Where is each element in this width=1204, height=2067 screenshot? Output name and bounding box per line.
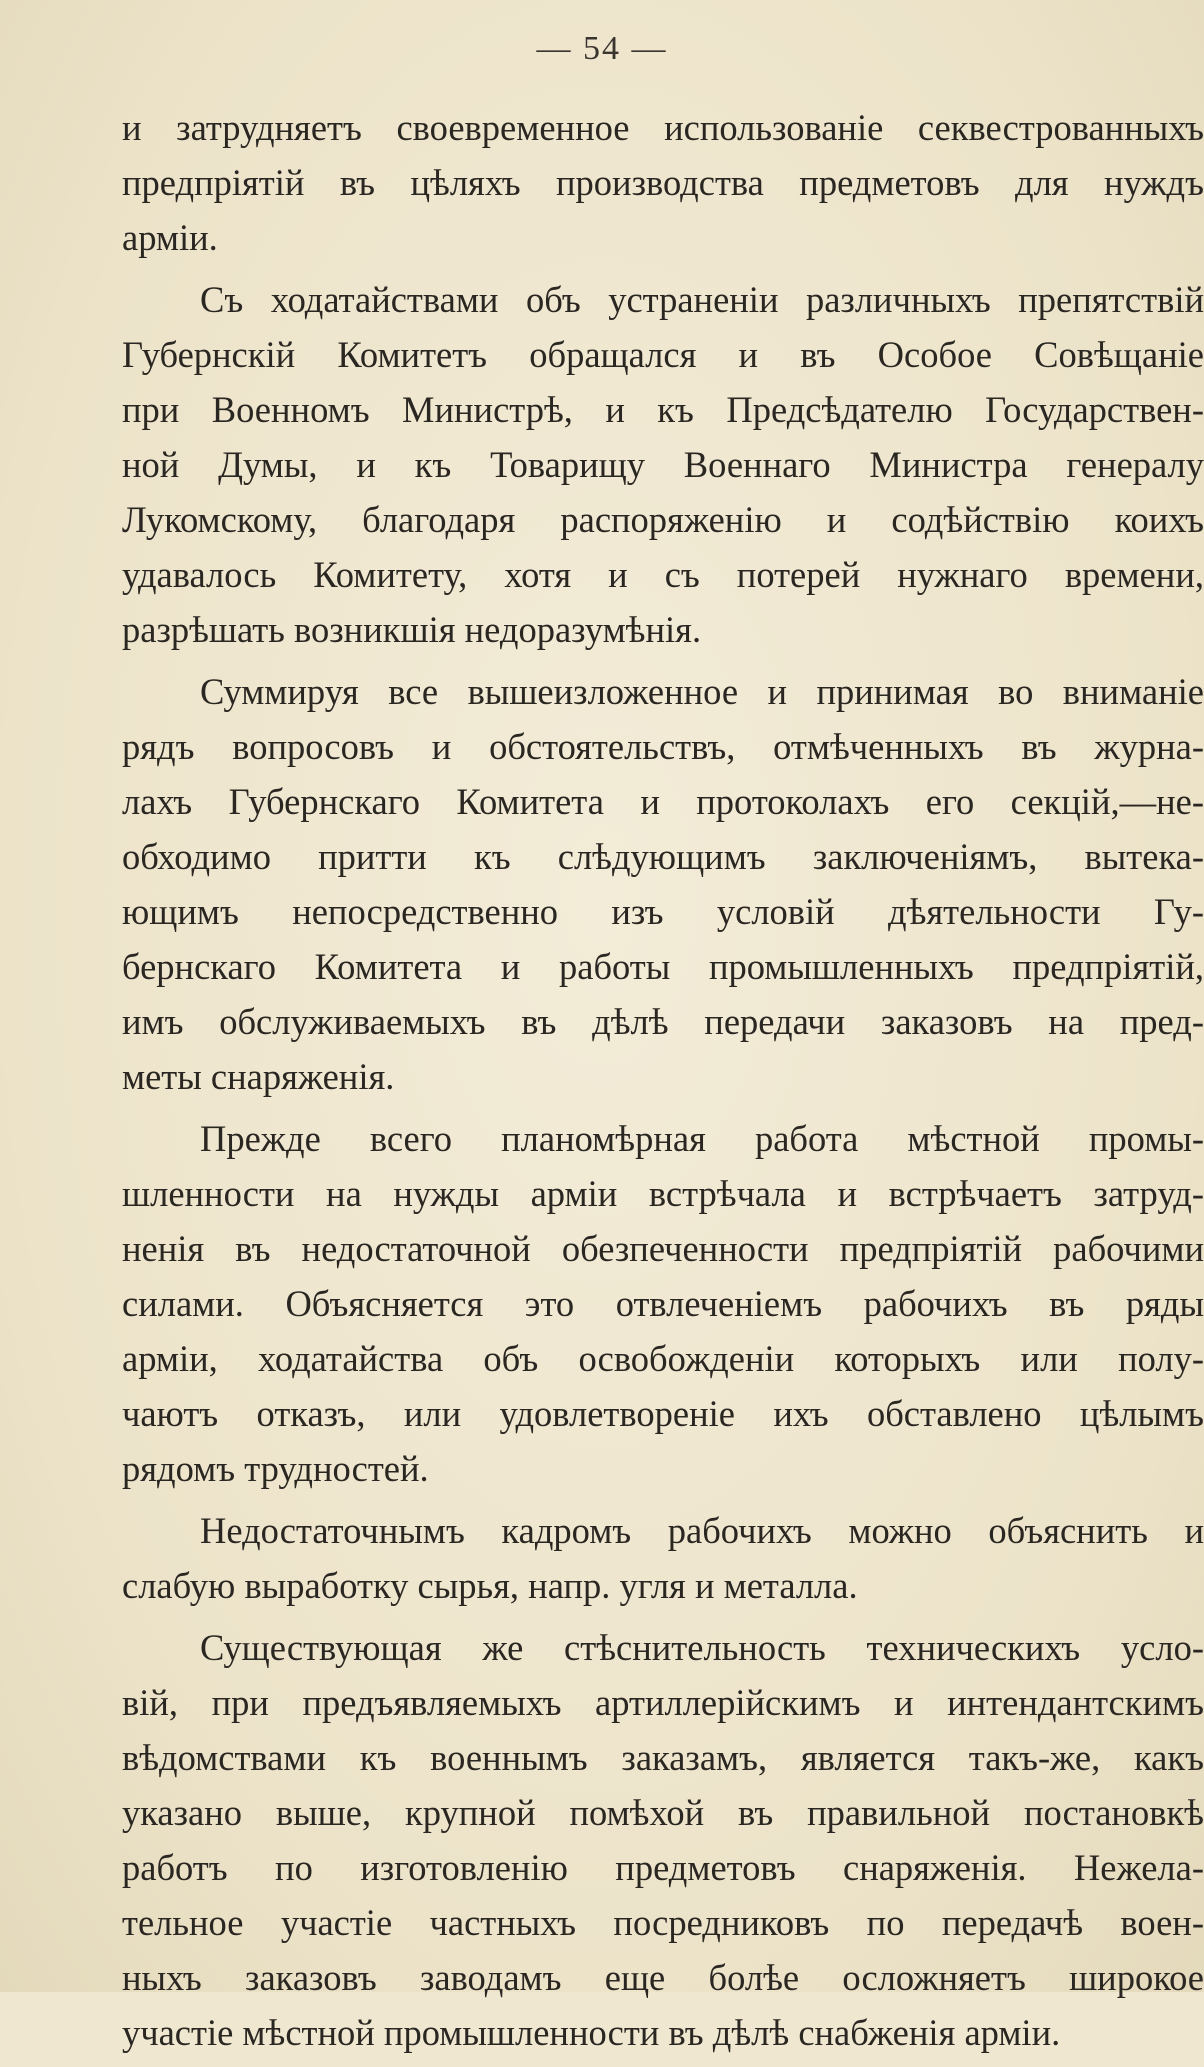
text-line: удавалось Комитету, хотя и съ потерей нужнаго времени, [122, 554, 1204, 595]
paragraph [122, 100, 1204, 265]
text-line: Существующая же стѣснительность техническихъ усло- [200, 1627, 1204, 1668]
text-line: арміи. [122, 217, 218, 258]
text-line: силами. Объясняется это отвлеченіемъ рабочихъ въ ряды [122, 1283, 1204, 1324]
body-text [122, 100, 1204, 2067]
text-line: ющимъ непосредственно изъ условій дѣятельности Гу- [122, 891, 1204, 932]
text-line: при Военномъ Министрѣ, и къ Предсѣдателю Государствен- [122, 389, 1204, 430]
text-line: Губернскій Комитетъ обращался и въ Особое Совѣщаніе [122, 334, 1204, 375]
text-line: работъ по изготовленію предметовъ снаряженія. Нежела- [122, 1847, 1204, 1888]
text-line: меты снаряженія. [122, 1056, 395, 1097]
text-line: слабую выработку сырья, напр. угля и металла. [122, 1565, 858, 1606]
text-line: участіе мѣстной промышленности въ дѣлѣ снабженія арміи. [122, 2012, 1061, 2053]
text-line: вій, при предъявляемыхъ артиллерійскимъ и интендантскимъ [122, 1682, 1204, 1723]
text-line: вѣдомствами къ военнымъ заказамъ, является такъ-же, какъ [122, 1737, 1204, 1778]
text-line: Недостаточнымъ кадромъ рабочихъ можно объяснить и [200, 1510, 1204, 1551]
text-line: рядъ вопросовъ и обстоятельствъ, отмѣченныхъ въ журна- [122, 726, 1204, 767]
text-line: Прежде всего планомѣрная работа мѣстной промы- [200, 1118, 1204, 1159]
text-line: лахъ Губернскаго Комитета и протоколахъ его секцій,—не- [122, 781, 1204, 822]
text-line: обходимо притти къ слѣдующимъ заключеніямъ, вытека- [122, 836, 1204, 877]
text-line: и затрудняетъ своевременное использованіе секвестрованныхъ [122, 107, 1204, 148]
text-line: Съ ходатайствами объ устраненіи различныхъ препятствій [200, 279, 1204, 320]
paragraph [122, 1111, 1204, 1496]
text-line: чаютъ отказъ, или удовлетвореніе ихъ обставлено цѣлымъ [122, 1393, 1204, 1434]
text-line: ныхъ заказовъ заводамъ еще болѣе осложняетъ широкое [122, 1957, 1204, 1998]
text-line: Суммируя все вышеизложенное и принимая во вниманіе [200, 671, 1204, 712]
paragraph [122, 1620, 1204, 2060]
text-line: ной Думы, и къ Товарищу Военнаго Министра генералу [122, 444, 1204, 485]
text-line: указано выше, крупной помѣхой въ правильной постановкѣ [122, 1792, 1204, 1833]
text-line: арміи, ходатайства объ освобожденіи которыхъ или полу- [122, 1338, 1204, 1379]
text-line: разрѣшать возникшія недоразумѣнія. [122, 609, 702, 650]
text-line: имъ обслуживаемыхъ въ дѣлѣ передачи заказовъ на пред- [122, 1001, 1204, 1042]
paragraph [122, 664, 1204, 1104]
text-line: рядомъ трудностей. [122, 1448, 429, 1489]
text-line: ненія въ недостаточной обезпеченности предпріятій рабочими [122, 1228, 1204, 1269]
text-line: предпріятій въ цѣляхъ производства предметовъ для нуждъ [122, 162, 1204, 203]
text-line: Лукомскому, благодаря распоряженію и содѣйствію коихъ [122, 499, 1204, 540]
paragraph [122, 272, 1204, 657]
text-line: тельное участіе частныхъ посредниковъ по передачѣ воен- [122, 1902, 1204, 1943]
text-line: шленности на нужды арміи встрѣчала и встрѣчаетъ затруд- [122, 1173, 1204, 1214]
page-number: — 54 — [536, 30, 668, 67]
text-line: бернскаго Комитета и работы промышленныхъ предпріятій, [122, 946, 1204, 987]
paragraph [122, 1503, 1204, 1613]
